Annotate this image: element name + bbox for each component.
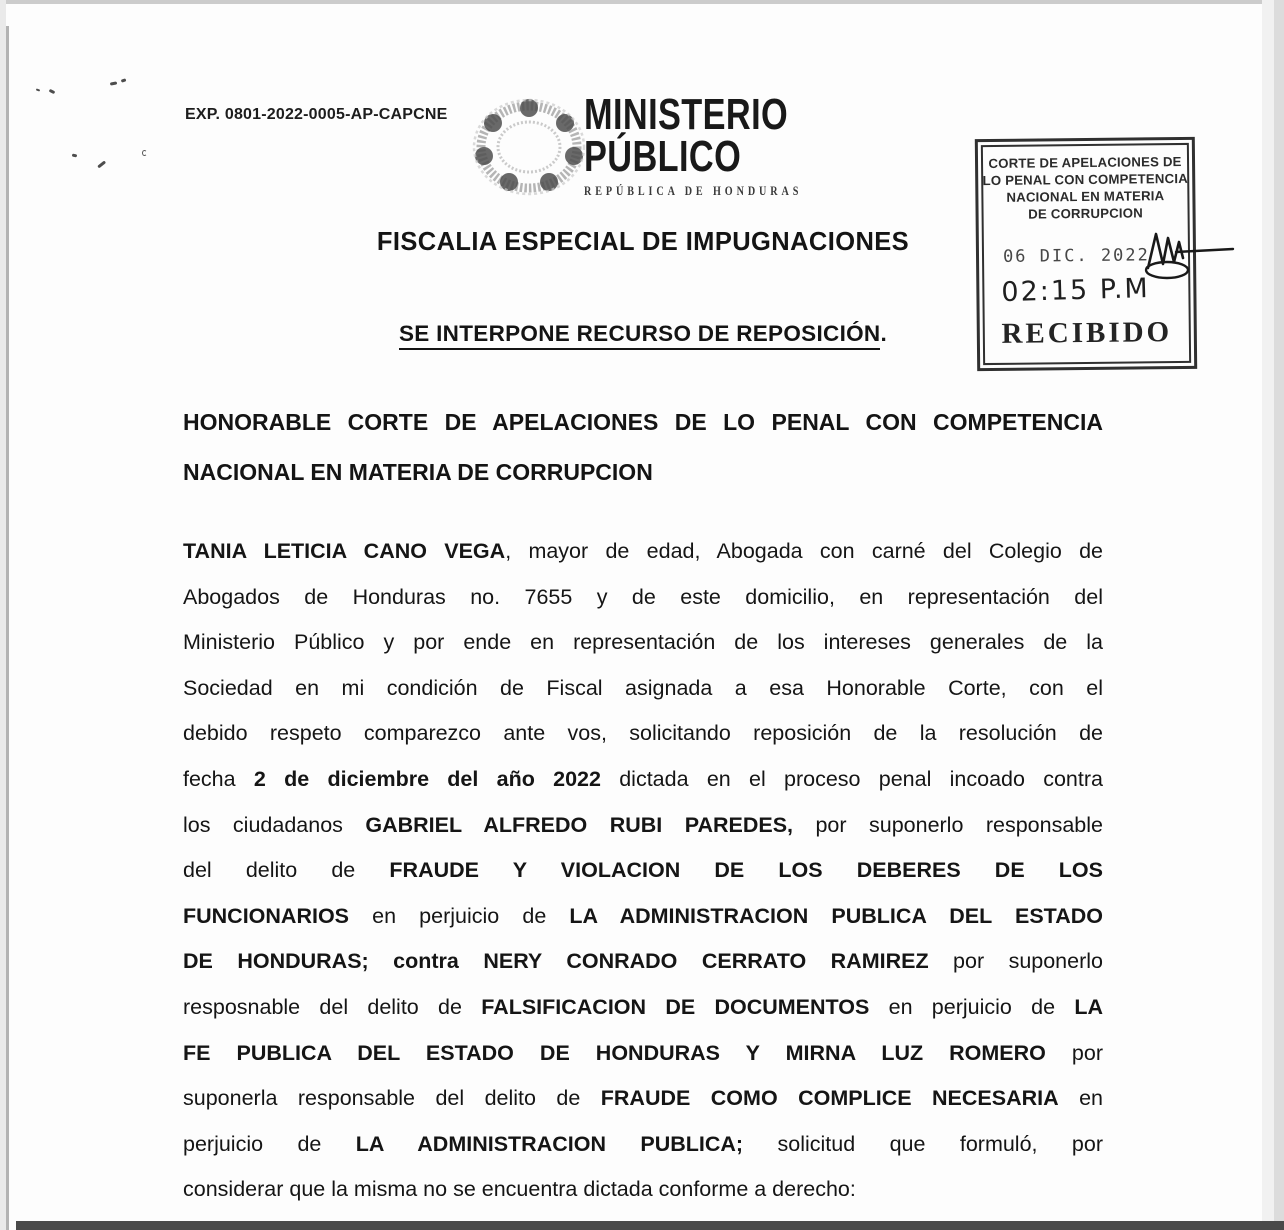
body-text-line: del delito de FRAUDE Y VIOLACION DE LOS DEBERES DE LOS bbox=[183, 858, 1103, 883]
body-text-line: debido respeto comparezco ante vos, solicitando reposición de la resolución de bbox=[183, 721, 1103, 746]
body-text-line: los ciudadanos GABRIEL ALFREDO RUBI PAREDES, por suponerlo responsable bbox=[183, 812, 1103, 837]
addressee-line: NACIONAL EN MATERIA DE CORRUPCION bbox=[183, 459, 653, 485]
ministry-subtitle: REPÚBLICA DE HONDURAS bbox=[584, 183, 803, 198]
page-edge-left-line bbox=[6, 26, 9, 1230]
body-text-line: DE HONDURAS; contra NERY CONRADO CERRATO RAMIREZ por suponerlo bbox=[183, 949, 1103, 974]
ink-speck bbox=[142, 150, 147, 156]
subject-title-underlined: SE INTERPONE RECURSO DE REPOSICIÓN bbox=[399, 321, 881, 350]
stamp-date: 06 DIC. 2022 bbox=[1002, 245, 1150, 267]
ink-speck bbox=[36, 88, 40, 91]
body-text-line: FE PUBLICA DEL ESTADO DE HONDURAS Y MIRNA LUZ ROMERO por bbox=[183, 1040, 1103, 1065]
body-text-line: TANIA LETICIA CANO VEGA, mayor de edad, Abogada con carné del Colegio de bbox=[183, 539, 1103, 563]
body-text-line: perjuicio de LA ADMINISTRACION PUBLICA; solicitud que formuló, por bbox=[183, 1131, 1103, 1156]
office-title: FISCALIA ESPECIAL DE IMPUGNACIONES bbox=[376, 228, 910, 256]
ink-speck bbox=[49, 89, 56, 94]
stamp-court-name bbox=[978, 153, 1193, 223]
page-edge-right-band bbox=[1274, 0, 1284, 1230]
subject-title bbox=[183, 321, 1103, 347]
body-text-line: Ministerio Público y por ende en representación de los intereses generales de la bbox=[183, 630, 1103, 655]
addressee-line: HONORABLE CORTE DE APELACIONES DE LO PENAL CON COMPETENCIA bbox=[183, 409, 1103, 435]
body-text-line: suponerla responsable del delito de FRAUDE COMO COMPLICE NECESARIA en bbox=[183, 1086, 1103, 1111]
body-text-line: Abogados de Honduras no. 7655 y de este domicilio, en representación del bbox=[183, 584, 1103, 609]
stamp-court-line: CORTE DE APELACIONES DE bbox=[988, 153, 1182, 172]
body-text-line: considerar que la misma no se encuentra dictada conforme a derecho: bbox=[183, 1177, 856, 1202]
body-text-line: Sociedad en mi condición de Fiscal asignada a esa Honorable Corte, con el bbox=[183, 675, 1103, 700]
body-text-line: resposnable del delito de FALSIFICACION DE DOCUMENTOS en perjuicio de LA bbox=[183, 994, 1103, 1019]
subject-title-period: . bbox=[880, 321, 888, 346]
ink-speck bbox=[97, 160, 106, 168]
ministry-name-line2: PÚBLICO bbox=[584, 132, 742, 181]
ink-speck bbox=[72, 154, 78, 158]
page-edge-bottom bbox=[16, 1221, 1284, 1230]
stamp-court-line: LO PENAL CON COMPETENCIA bbox=[982, 170, 1188, 189]
page-edge-top bbox=[0, 0, 1284, 4]
ministry-name-line1: MINISTERIO bbox=[584, 90, 789, 139]
body-text-line: FUNCIONARIOS en perjuicio de LA ADMINISTRACION PUBLICA DEL ESTADO bbox=[183, 903, 1103, 928]
exp-number: EXP. 0801-2022-0005-AP-CAPCNE bbox=[185, 106, 448, 123]
ink-speck bbox=[121, 78, 127, 82]
ink-speck bbox=[110, 81, 117, 85]
handwritten-initials-icon bbox=[1140, 222, 1240, 284]
addressee-heading bbox=[183, 397, 1103, 497]
ministerio-publico-logo-icon bbox=[462, 90, 598, 206]
body-text-line: fecha 2 de diciembre del año 2022 dictada en el proceso penal incoado contra bbox=[183, 766, 1103, 791]
stamp-time-handwritten: 02:15 P.M bbox=[1000, 273, 1151, 309]
ministry-wordmark bbox=[584, 90, 803, 199]
page-edge-right bbox=[1262, 0, 1274, 1230]
stamp-court-line: NACIONAL EN MATERIA bbox=[1006, 188, 1165, 205]
stamp-received-label: RECIBIDO bbox=[1001, 316, 1173, 350]
body-paragraph bbox=[183, 529, 1103, 1213]
stamp-court-line: DE CORRUPCION bbox=[1028, 205, 1143, 222]
